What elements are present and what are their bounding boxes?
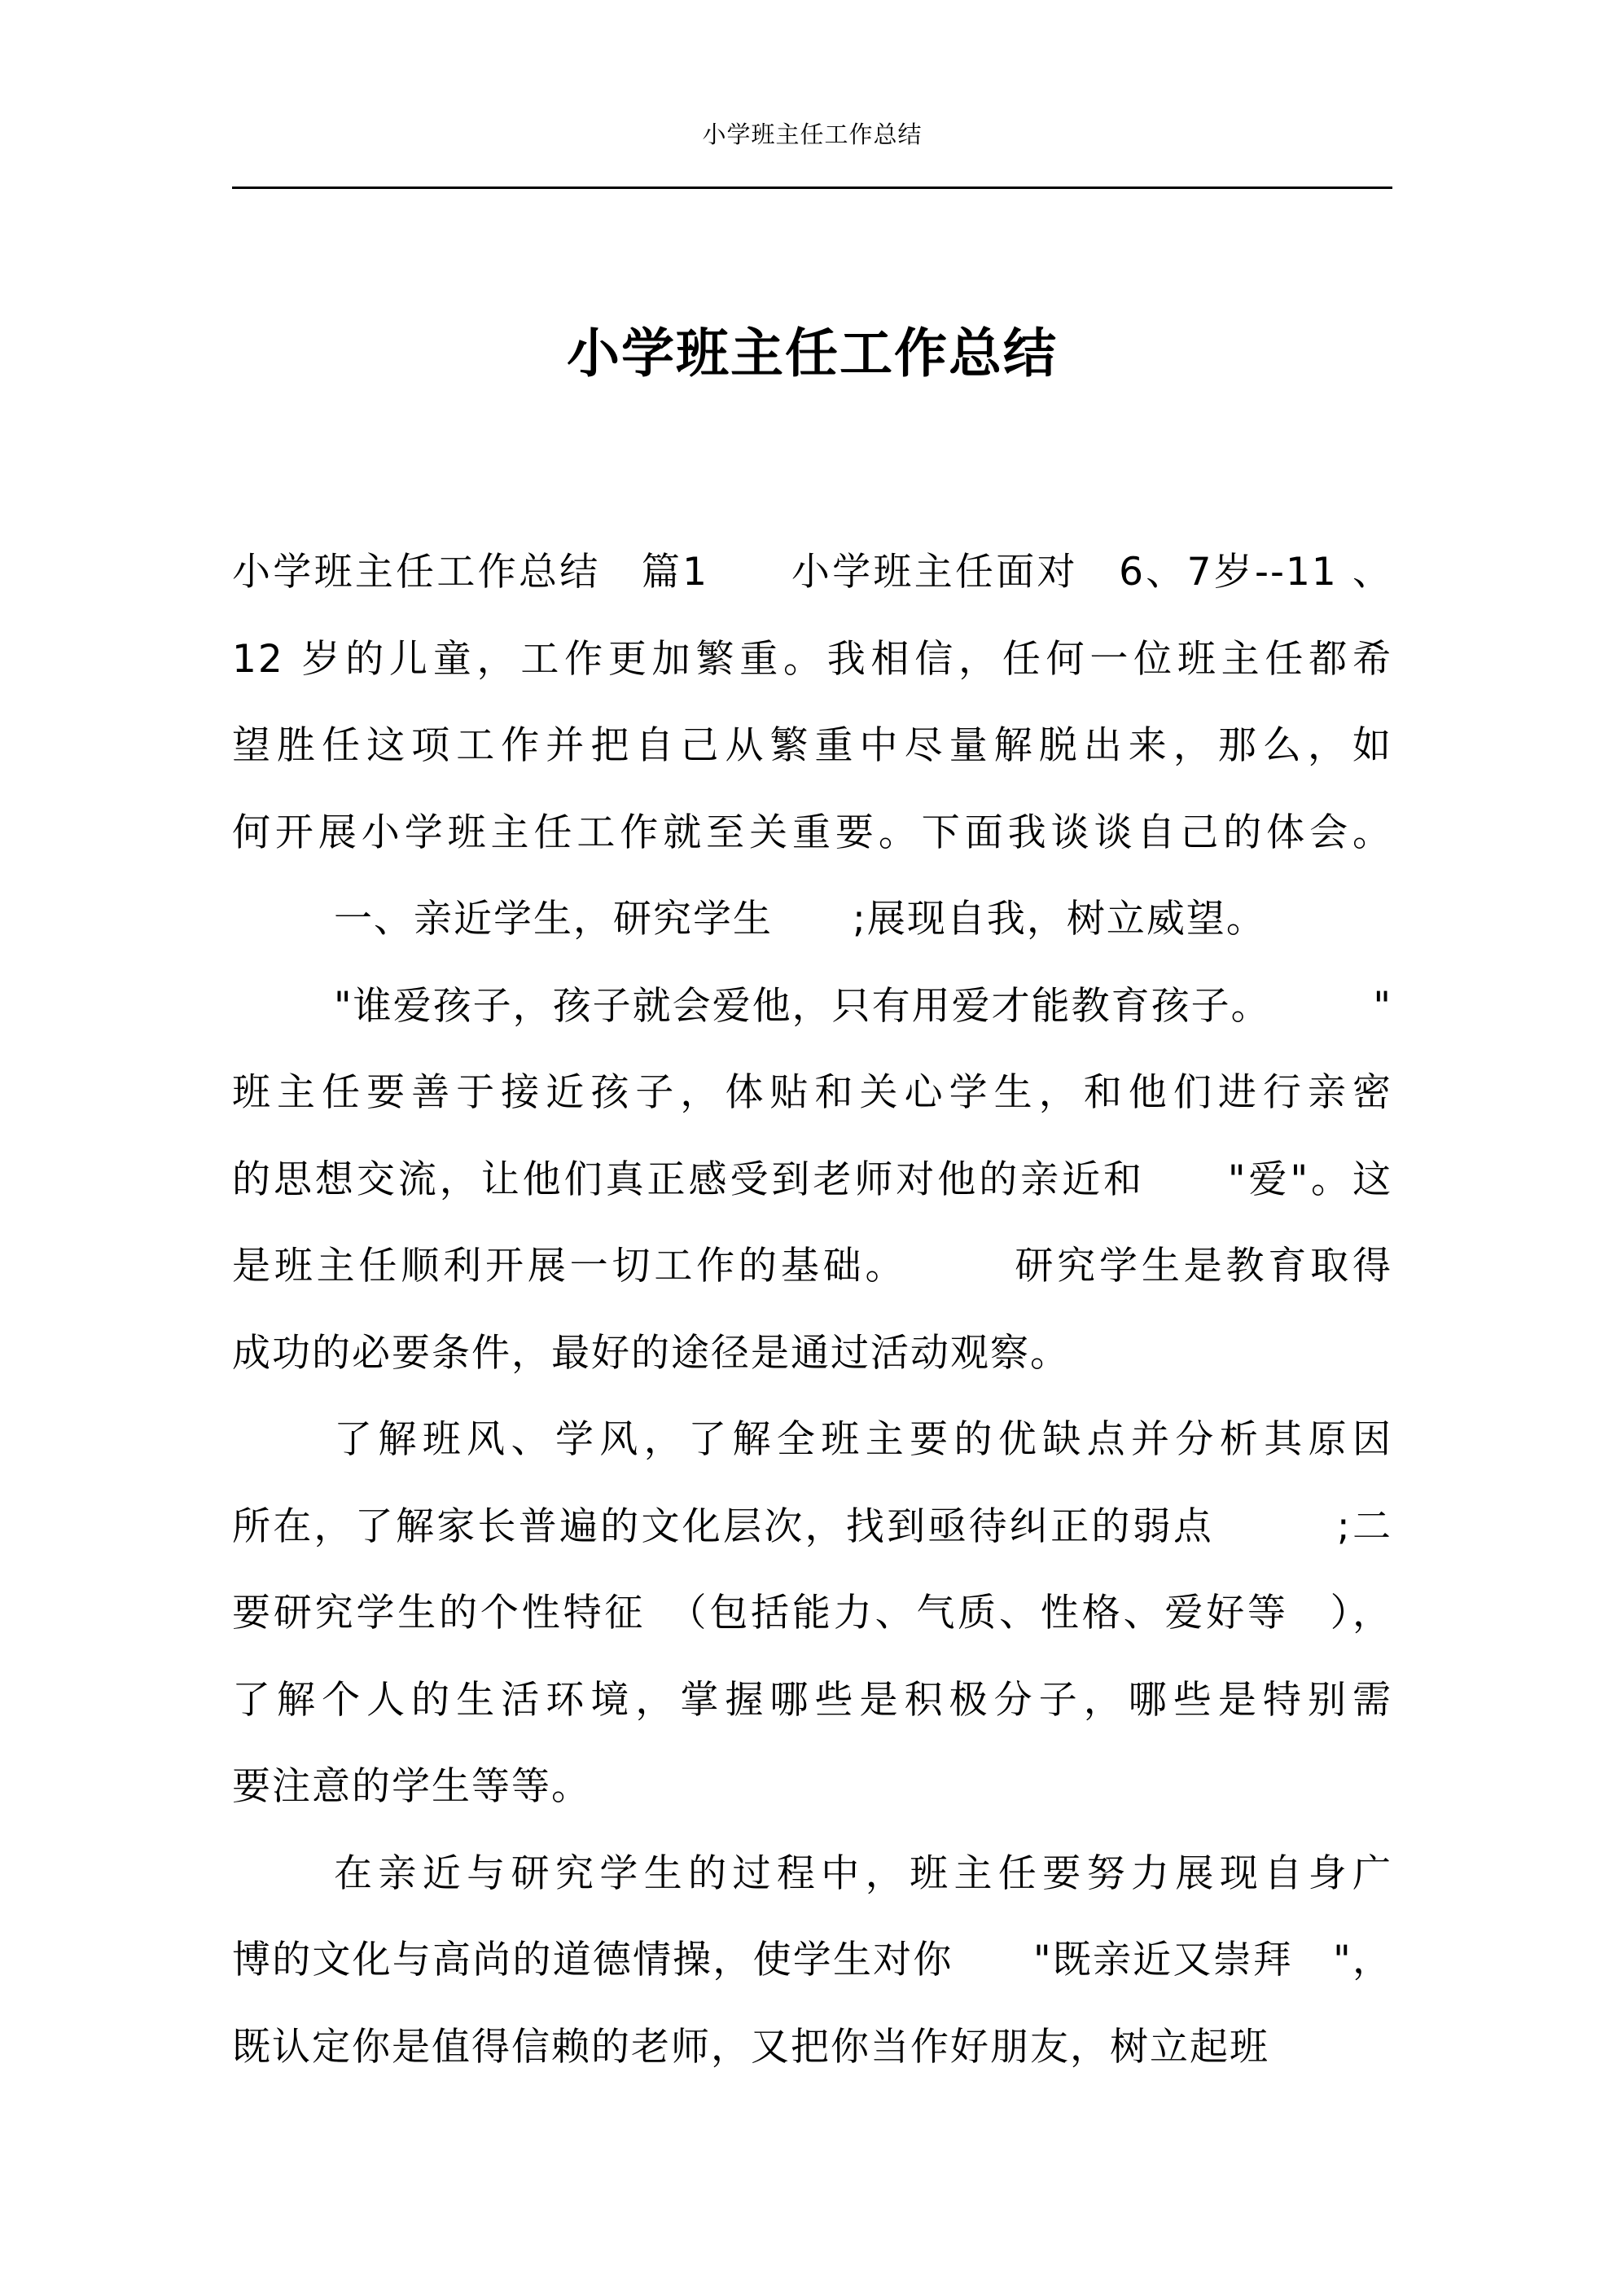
header-divider: [232, 187, 1392, 189]
body-line: 在亲近与研究学生的过程中，班主任要努力展现自身广: [334, 1850, 1392, 1896]
body-line: 既认定你是值得信赖的老师，又把你当作好朋友，树立起班: [232, 2024, 1269, 2070]
body-line: 要注意的学生等等。: [232, 1764, 591, 1809]
quote-close-mark: ": [1373, 983, 1392, 1029]
body-line: [232, 964, 1392, 1051]
document-body: [232, 529, 1392, 2091]
body-line: 成功的必要条件，最好的途径是通过活动观察。: [232, 1330, 1070, 1376]
body-line: 博的文化与高尚的道德情操，使学生对你 "既亲近又崇拜 "，: [232, 1938, 1392, 1982]
body-line: 12 岁的儿童，工作更加繁重。我相信，任何一位班主任都希: [232, 636, 1392, 682]
body-line: 要研究学生的个性特征 （包括能力、气质、性格、爱好等 ），: [232, 1591, 1392, 1635]
body-line: 小学班主任工作总结 篇1 小学班主任面对 6、7岁--11 、: [232, 550, 1392, 595]
page-title: 小学班主任工作总结: [566, 323, 1058, 384]
body-line: 何开展小学班主任工作就至关重要。下面我谈谈自己的体会。: [232, 810, 1392, 855]
quote-text: "谁爱孩子，孩子就会爱他，只有用爱才能教育孩子。: [334, 983, 1271, 1029]
body-line: 所在，了解家长普遍的文化层次，找到亟待纠正的弱点 ;二: [232, 1504, 1392, 1549]
page-header-title: 小学班主任工作总结: [702, 121, 923, 148]
body-line: 了解个人的生活环境，掌握哪些是积极分子，哪些是特别需: [232, 1677, 1392, 1723]
body-line: 是班主任顺利开展一切工作的基础。 研究学生是教育取得: [232, 1244, 1392, 1288]
body-line: 班主任要善于接近孩子，体贴和关心学生，和他们进行亲密: [232, 1070, 1392, 1115]
body-line: 的思想交流，让他们真正感受到老师对他的亲近和 "爱"。这: [232, 1157, 1392, 1202]
body-line: 一、亲近学生，研究学生 ;展现自我，树立威望。: [334, 897, 1266, 942]
body-line: 望胜任这项工作并把自己从繁重中尽量解脱出来，那么，如: [232, 723, 1392, 768]
body-line: 了解班风、学风，了解全班主要的优缺点并分析其原因: [334, 1417, 1392, 1462]
